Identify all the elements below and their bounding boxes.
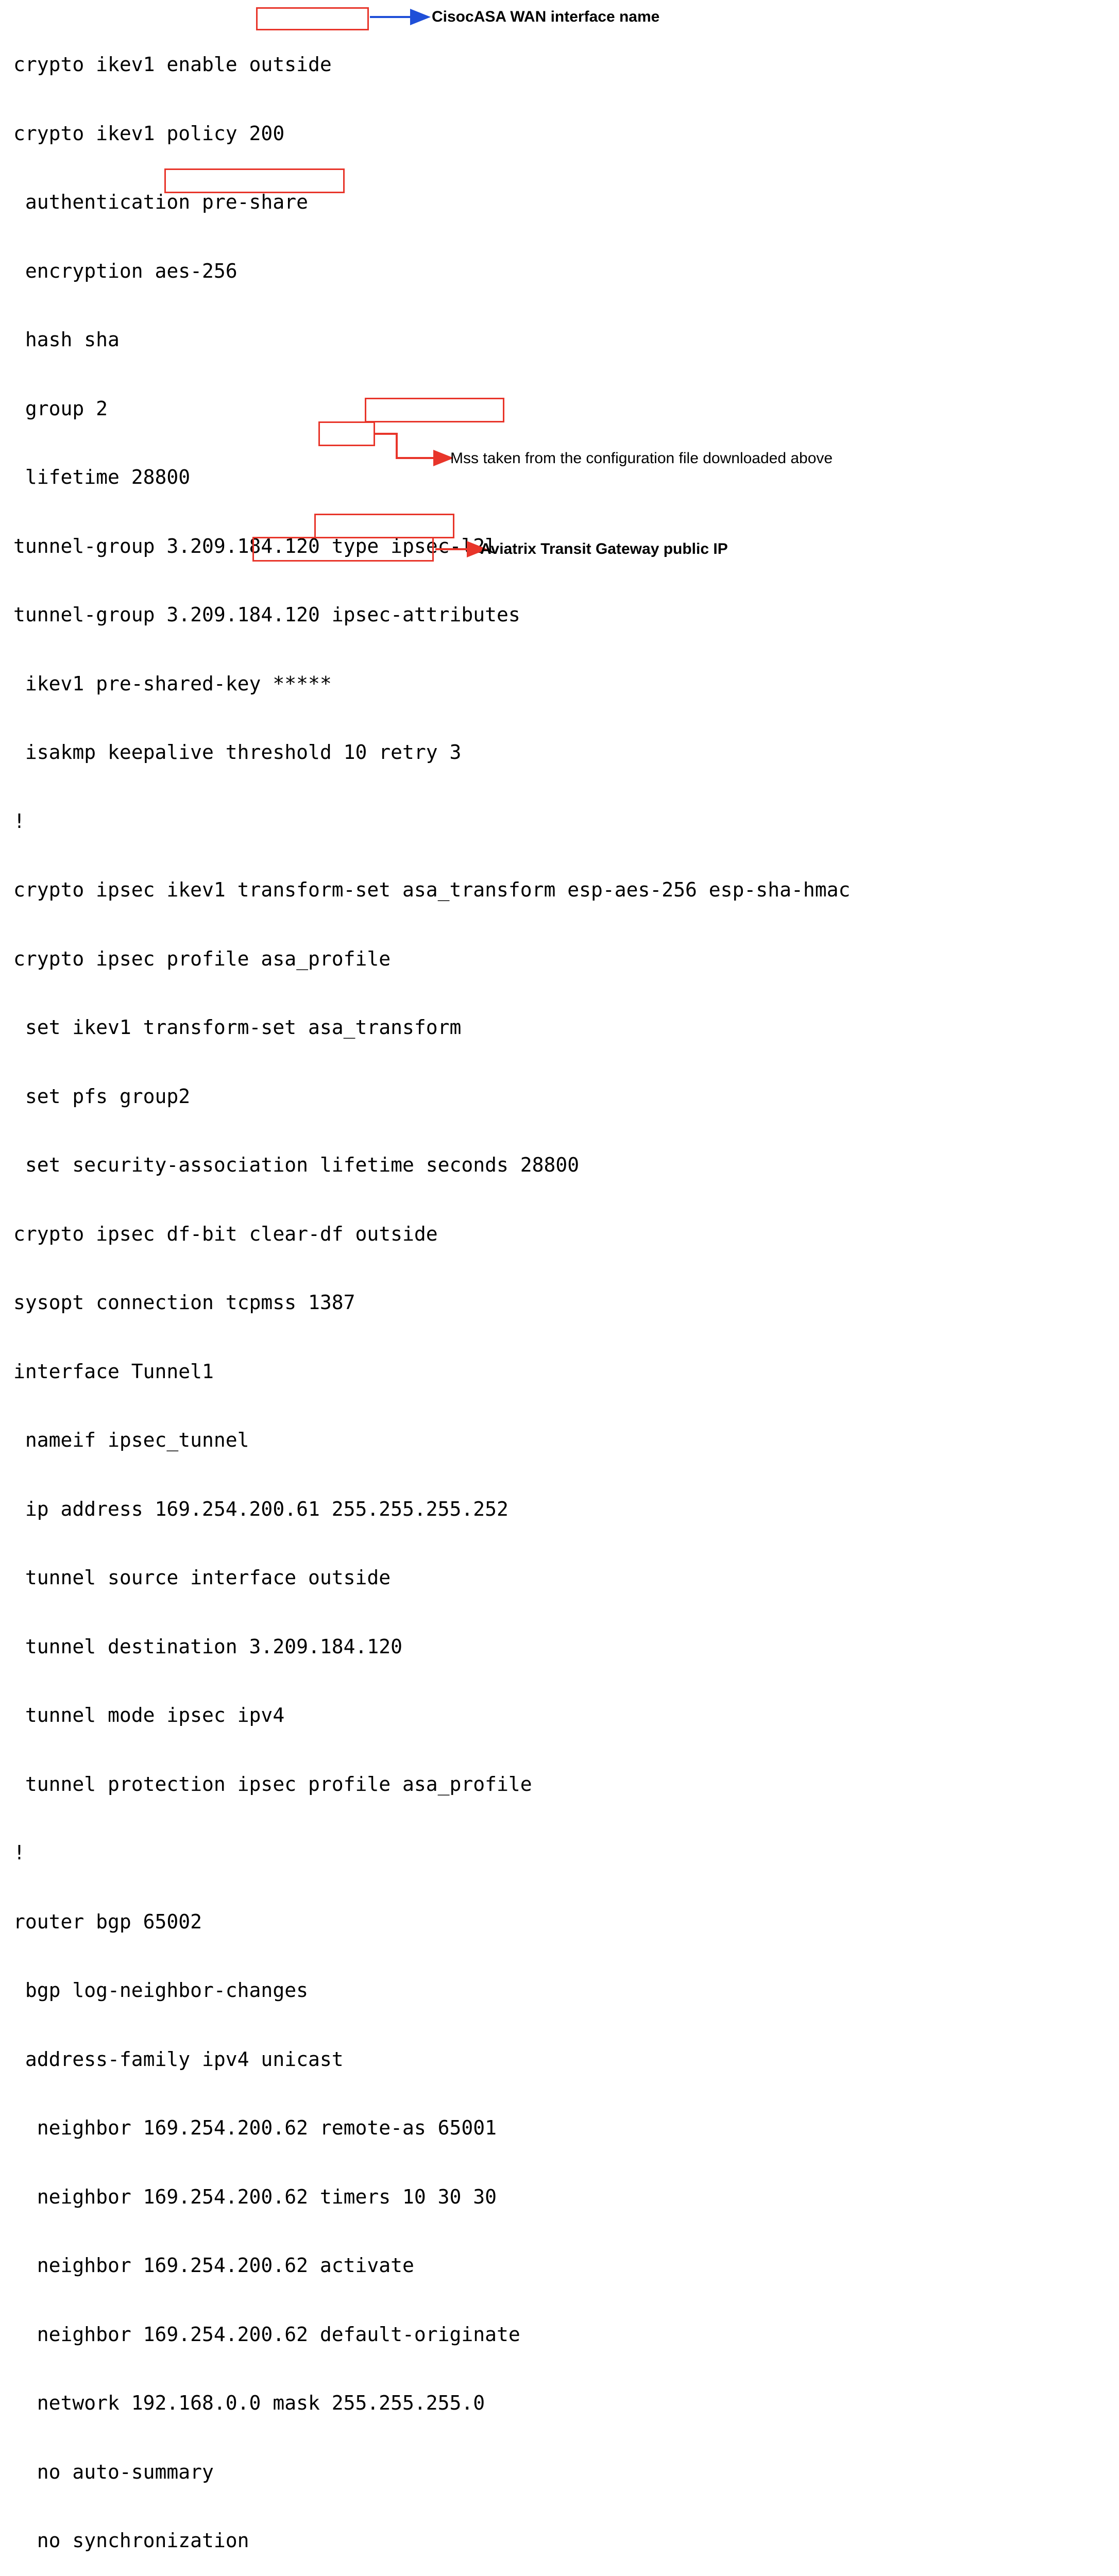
code-line: tunnel-group 3.209.184.120 type ipsec-l2l bbox=[13, 534, 497, 557]
code-line: bgp log-neighbor-changes bbox=[13, 1979, 308, 2002]
config-code-block bbox=[13, 7, 850, 2576]
code-line: set ikev1 transform-set asa_transform bbox=[13, 1016, 462, 1039]
code-line: set security-association lifetime seconds 28800 bbox=[13, 1154, 580, 1176]
code-line: authentication pre-share bbox=[13, 191, 308, 213]
annotation-mss-note: Mss taken from the configuration file downloaded above bbox=[450, 450, 833, 467]
annotation-transit-gateway-ip: Aviatrix Transit Gateway public IP bbox=[480, 540, 728, 557]
code-line: ! bbox=[13, 1841, 25, 1864]
code-line: crypto ipsec df-bit clear-df outside bbox=[13, 1222, 438, 1245]
code-line: crypto ipsec profile asa_profile bbox=[13, 947, 391, 970]
annotation-wan-interface: CisocASA WAN interface name bbox=[432, 8, 660, 25]
code-line: no auto-summary bbox=[13, 2460, 214, 2483]
code-line: neighbor 169.254.200.62 default-originate bbox=[13, 2323, 520, 2346]
code-line: tunnel-group 3.209.184.120 ipsec-attributes bbox=[13, 603, 520, 626]
code-line: neighbor 169.254.200.62 remote-as 65001 bbox=[13, 2116, 497, 2139]
code-line: crypto ikev1 policy 200 bbox=[13, 122, 285, 145]
code-line: crypto ikev1 enable outside bbox=[13, 53, 332, 76]
code-line: neighbor 169.254.200.62 activate bbox=[13, 2254, 414, 2277]
code-line: lifetime 28800 bbox=[13, 466, 191, 488]
code-line: ip address 169.254.200.61 255.255.255.252 bbox=[13, 1497, 508, 1520]
code-line: ! bbox=[13, 809, 25, 833]
code-line: set pfs group2 bbox=[13, 1084, 191, 1108]
code-line: network 192.168.0.0 mask 255.255.255.0 bbox=[13, 2392, 485, 2414]
code-line: tunnel destination 3.209.184.120 bbox=[13, 1635, 402, 1658]
code-line: crypto ipsec ikev1 transform-set asa_transform esp-aes-256 esp-sha-hmac bbox=[13, 878, 851, 901]
code-line: nameif ipsec_tunnel bbox=[13, 1429, 249, 1451]
code-line: tunnel source interface outside bbox=[13, 1566, 391, 1589]
code-line: isakmp keepalive threshold 10 retry 3 bbox=[13, 741, 462, 764]
code-line: router bgp 65002 bbox=[13, 1910, 202, 1933]
code-line: hash sha bbox=[13, 328, 120, 351]
code-line: tunnel protection ipsec profile asa_profile bbox=[13, 1772, 532, 1795]
code-line: tunnel mode ipsec ipv4 bbox=[13, 1704, 285, 1726]
code-line: interface Tunnel1 bbox=[13, 1360, 214, 1383]
code-line: address-family ipv4 unicast bbox=[13, 2047, 344, 2071]
code-line: encryption aes-256 bbox=[13, 259, 238, 282]
code-line: no synchronization bbox=[13, 2529, 249, 2552]
code-line: neighbor 169.254.200.62 timers 10 30 30 bbox=[13, 2185, 497, 2208]
code-line: sysopt connection tcpmss 1387 bbox=[13, 1291, 355, 1314]
code-line: group 2 bbox=[13, 397, 108, 420]
code-line: ikev1 pre-shared-key ***** bbox=[13, 672, 332, 695]
